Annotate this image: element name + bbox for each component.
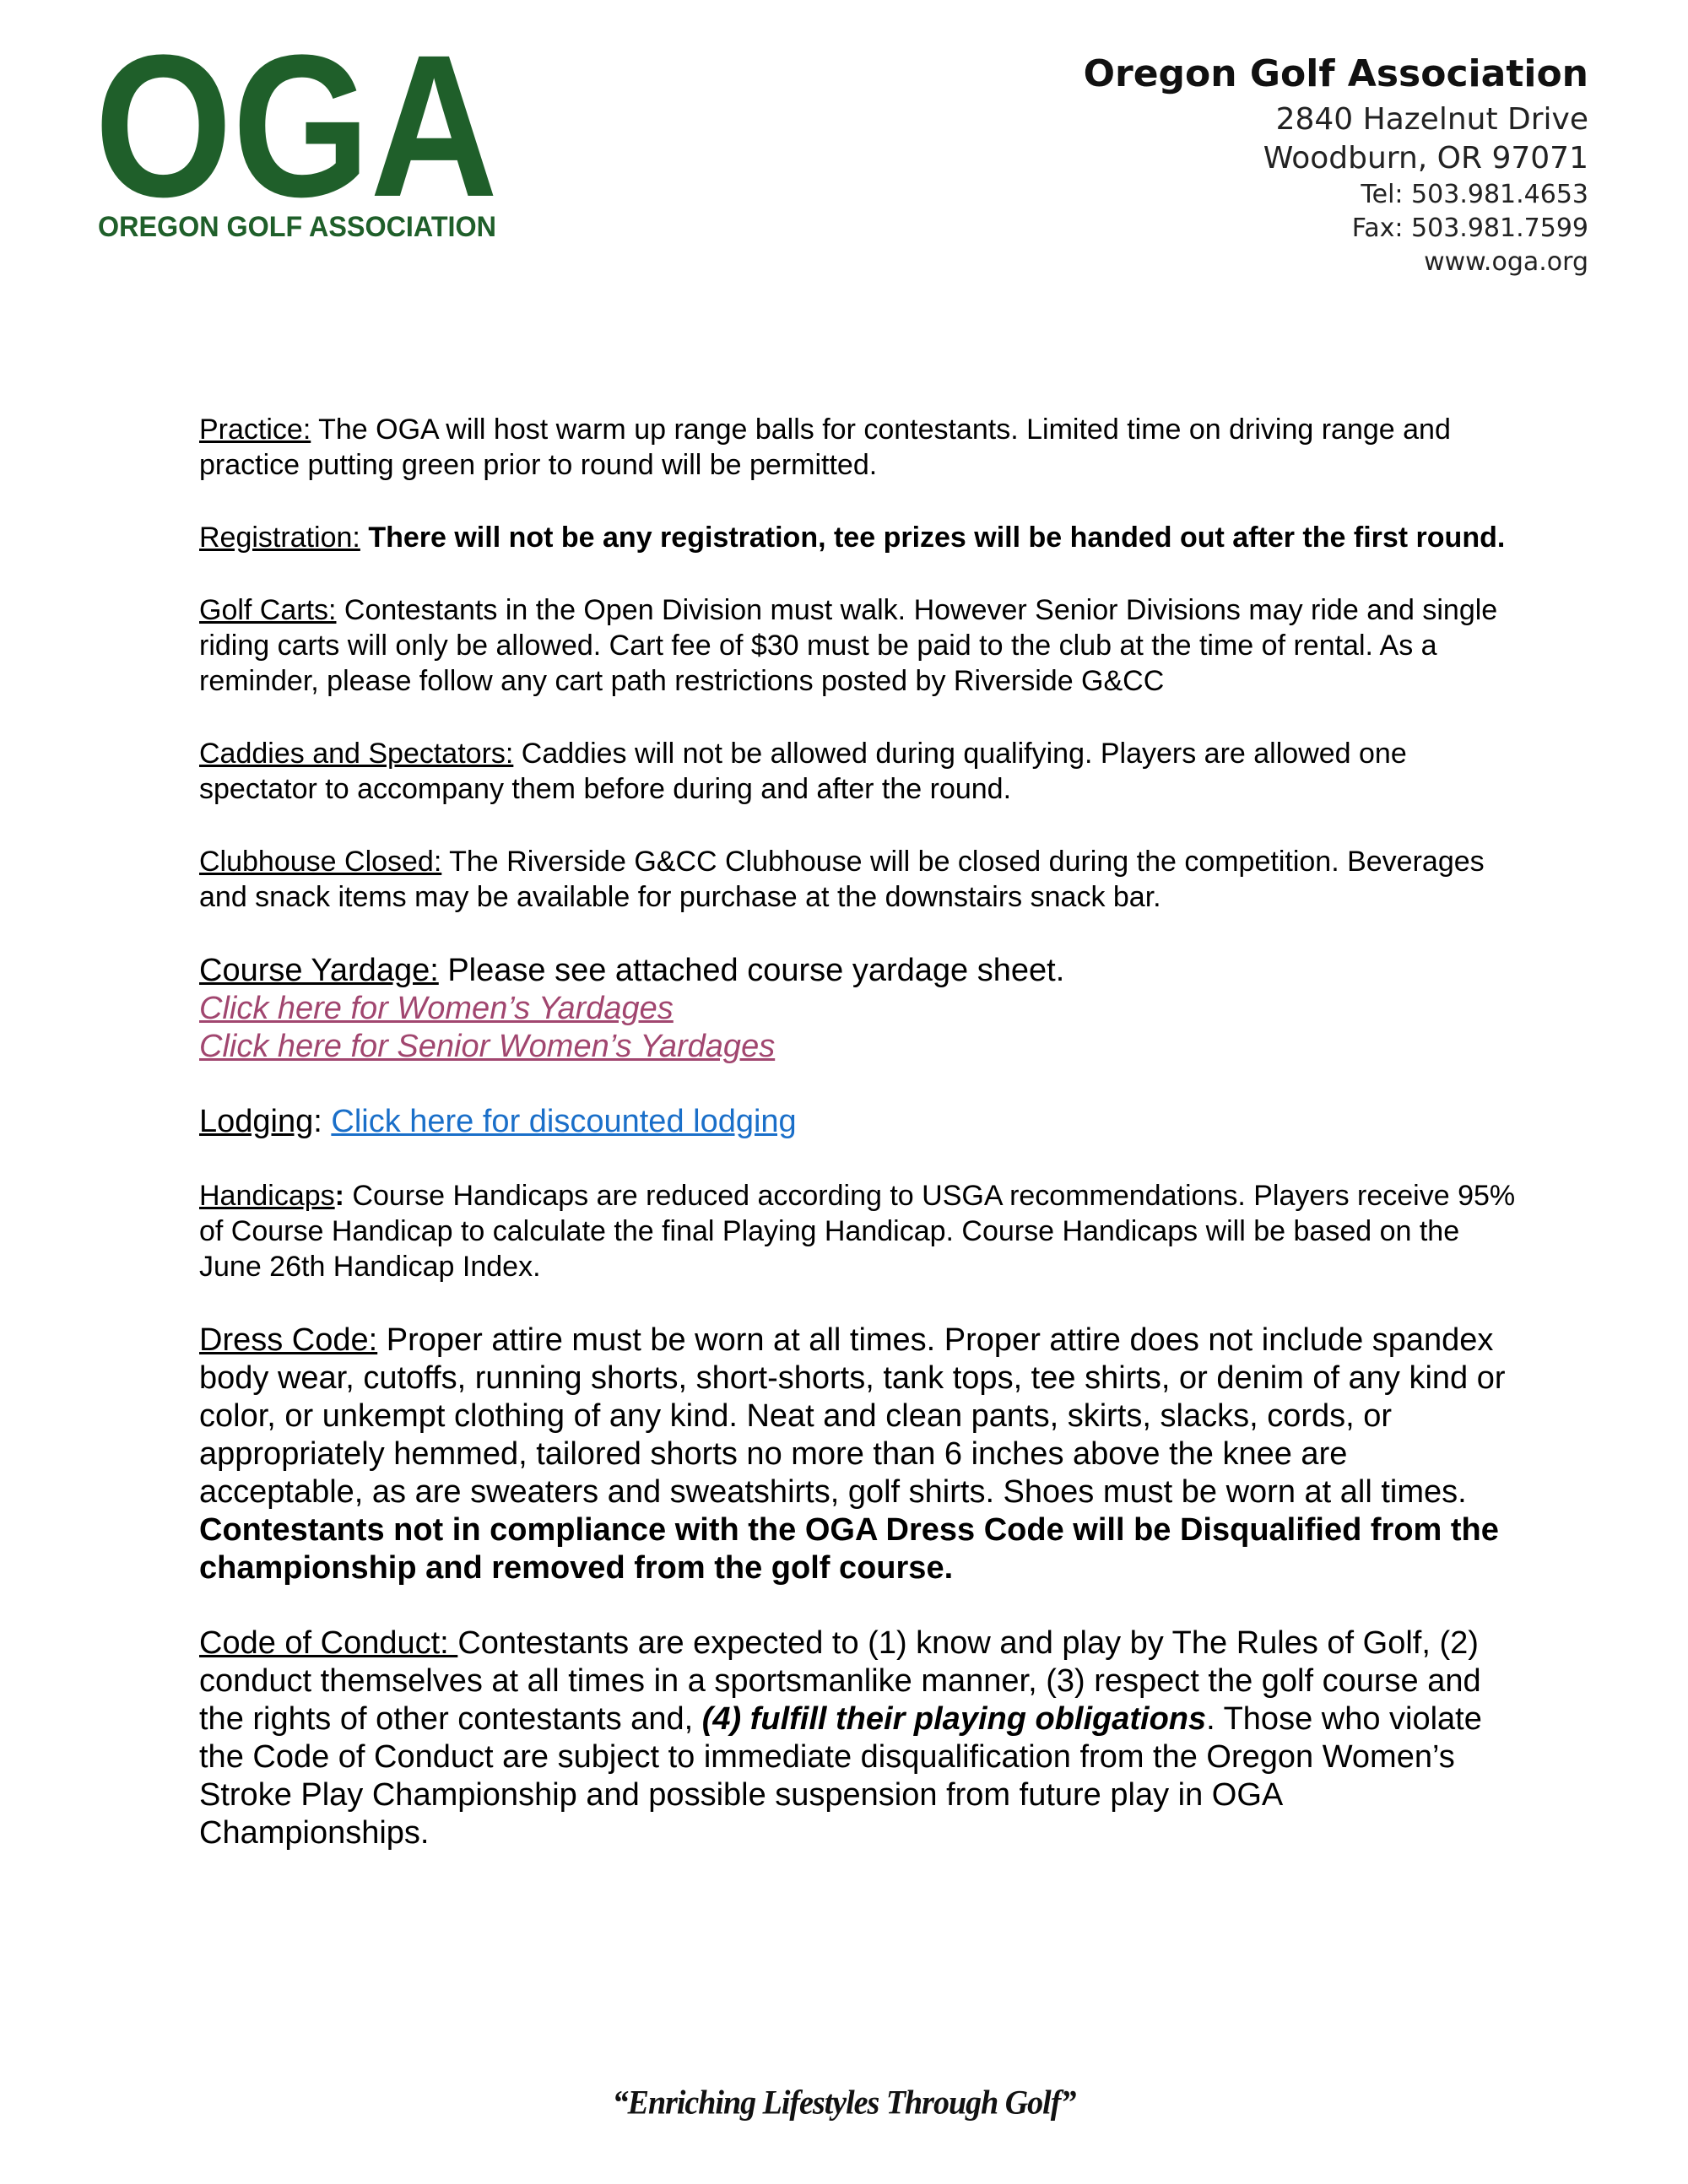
document-body [199,412,1516,1889]
clubhouse-section [199,844,1516,915]
practice-section [199,412,1516,483]
golf-carts-section [199,592,1516,699]
caddies-text: Caddies will not be allowed during qualifying. Players are allowed one spectator to accompany them before during and after the round. [199,738,1407,805]
womens-yardages-link[interactable]: Click here for Women’s Yardages [199,991,674,1026]
registration-label: Registration: [199,522,360,554]
practice-text: The OGA will host warm up range balls for contestants. Limited time on driving range and practice putting green prior to round will be permitted. [199,414,1451,481]
fax: Fax: 503.981.7599 [1351,214,1588,243]
lodging-label: Lodging [199,1104,314,1139]
code-of-conduct-text: Contestants are expected to (1) know and play by The Rules of Golf, (2) conduct themselves at all times in a sportsmanlike manner, (3) respect the golf course and the rights of other contestants and, [199,1625,1481,1737]
discounted-lodging-link[interactable]: Click here for discounted lodging [331,1104,797,1139]
handicaps-label: Handicaps [199,1180,335,1212]
handicaps-text: Course Handicaps are reduced according to USGA recommendations. Players receive 95% of Course Handicap to calculate the final Playing Handicap. Course Handicaps will be based on the June 26th Handicap Index. [199,1180,1516,1283]
code-of-conduct-text-end: . Those who violate the Code of Conduct are subject to immediate disqualification from the Oregon Women’s Stroke Play Championship and possible suspension from future play in OGA Championships. [199,1701,1482,1851]
org-name: Oregon Golf Association [1083,52,1588,95]
golf-carts-text: Contestants in the Open Division must walk. However Senior Divisions may ride and single riding carts will only be allowed. Cart fee of $30 must be paid to the club at the time of rental. As a reminder, please follow any cart path restrictions posted by Riverside G&CC [199,594,1498,697]
handicaps-colon: : [334,1180,344,1212]
city-state-zip: Woodburn, OR 97071 [1263,141,1588,176]
course-yardage-text: Please see attached course yardage sheet. [438,953,1065,988]
code-of-conduct-obligations: (4) fulfill their playing obligations [701,1701,1207,1737]
oga-logo-graphic [95,35,500,255]
code-of-conduct-label: Code of Conduct: [199,1625,458,1661]
clubhouse-text: The Riverside G&CC Clubhouse will be closed during the competition. Beverages and snack items may be available for purchase at the downstairs snack bar. [199,846,1485,913]
caddies-section [199,736,1516,807]
clubhouse-label: Clubhouse Closed: [199,846,442,878]
oga-logo-letters: OGA [95,35,498,239]
senior-womens-yardages-link[interactable]: Click here for Senior Women’s Yardages [199,1029,776,1064]
street-address: 2840 Hazelnut Drive [1275,102,1588,137]
registration-section [199,520,1516,555]
course-yardage-section [199,952,1516,1066]
telephone: Tel: 503.981.4653 [1361,180,1588,209]
golf-carts-label: Golf Carts: [199,594,337,626]
caddies-label: Caddies and Spectators: [199,738,514,770]
oga-logo [95,35,500,255]
lodging-colon: : [313,1104,332,1139]
course-yardage-label: Course Yardage: [199,953,439,988]
footer-tagline: “Enriching Lifestyles Through Golf” [612,2084,1076,2122]
practice-label: Practice: [199,414,311,446]
dress-code-section [199,1322,1516,1587]
oga-logo-name: OREGON GOLF ASSOCIATION [98,211,496,243]
handicaps-section [199,1178,1516,1284]
code-of-conduct-section [199,1624,1516,1852]
letterhead-address [1084,52,1588,279]
dress-code-label: Dress Code: [199,1322,378,1358]
website: www.oga.org [1424,247,1588,277]
dress-code-warning: Contestants not in compliance with the OGA Dress Code will be Disqualified from the championship and removed from the golf course. [199,1512,1499,1586]
registration-text: There will not be any registration, tee prizes will be handed out after the first round. [368,522,1506,554]
dress-code-text: Proper attire must be worn at all times. Proper attire does not include spandex body wear, cutoffs, running shorts, short-shorts, tank tops, tee shirts, or denim of any kind or color, or unkempt clothing of any kind. Neat and clean pants, skirts, slacks, cords, or appropriately hemmed, tailored shorts no more than 6 inches above the knee are acceptable, as are sweaters and sweatshirts, golf shirts. Shoes must be worn at all times. [199,1322,1506,1510]
lodging-section [199,1103,1516,1141]
